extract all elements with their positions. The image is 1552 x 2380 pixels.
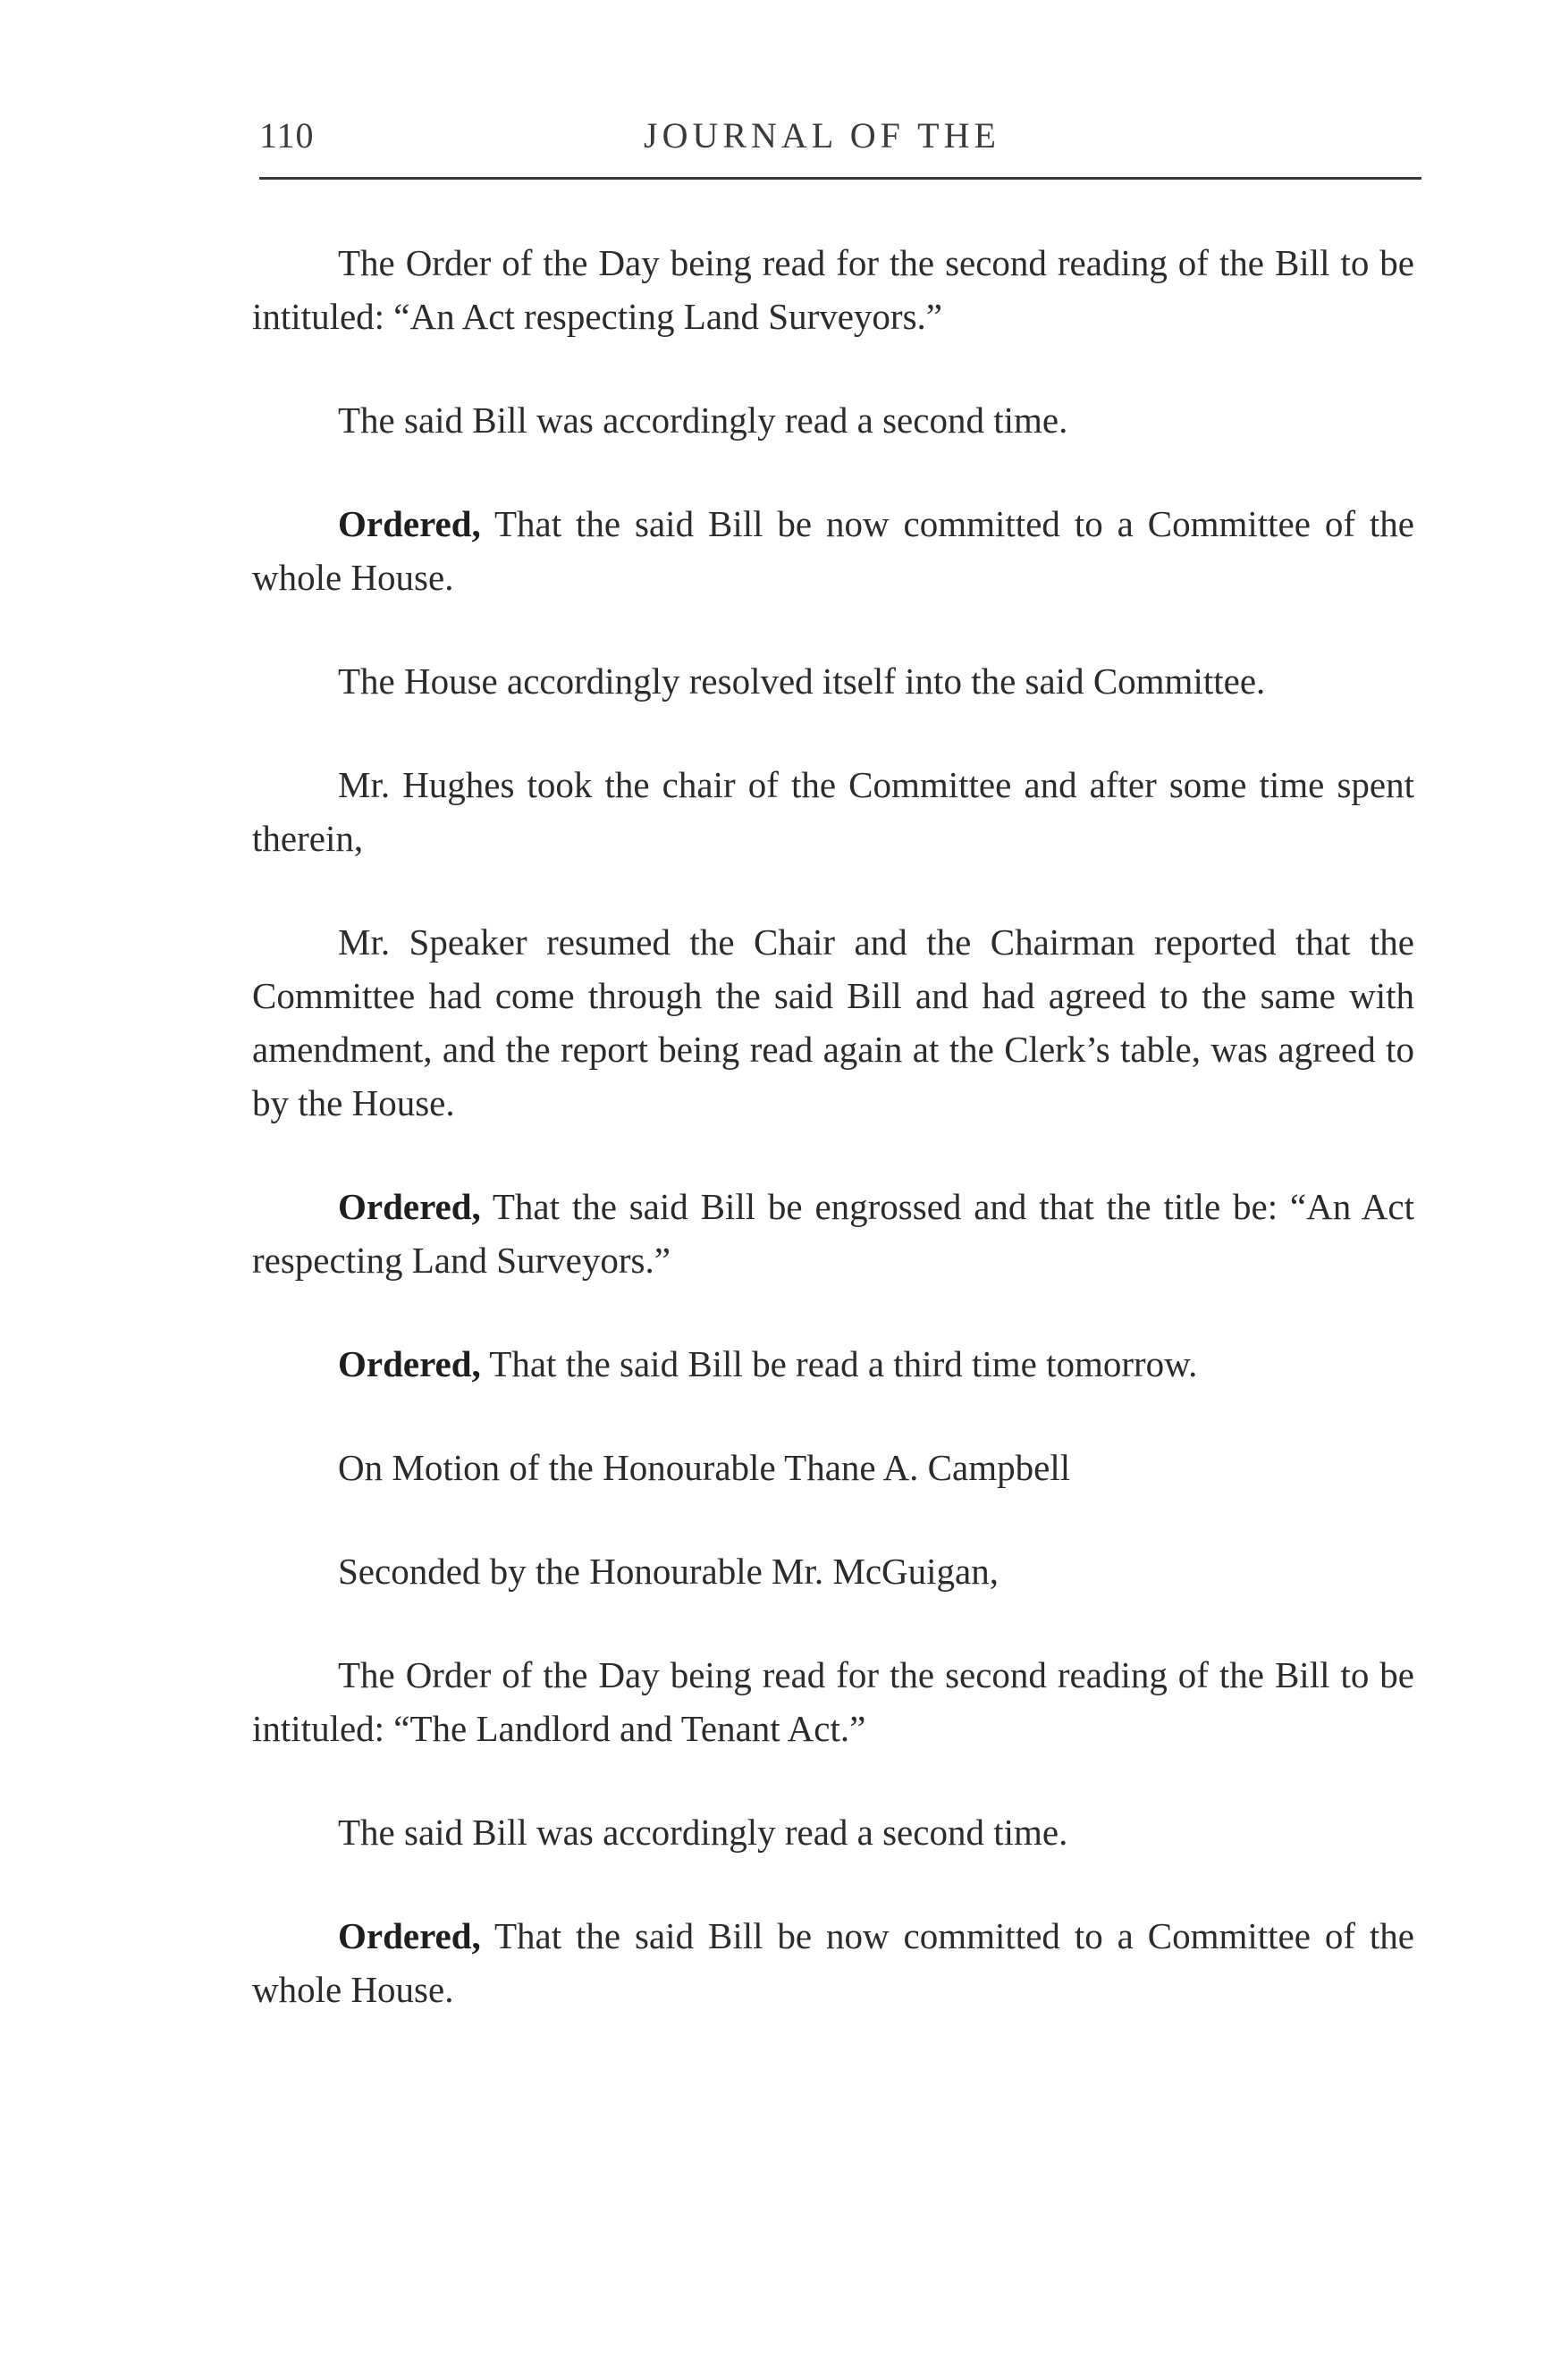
ordered-label: Ordered, [338, 1186, 481, 1227]
paragraph-speaker-resumed [252, 915, 1414, 1130]
paragraph-text: Seconded by the Honourable Mr. McGuigan, [338, 1551, 999, 1592]
paragraph-text: The Order of the Day being read for the second reading of the Bill to be intituled: “An Act respecting Land Surveyors.” [252, 242, 1414, 337]
paragraph-house-resolved [252, 654, 1414, 708]
paragraph-text: The Order of the Day being read for the second reading of the Bill to be intituled: “The Landlord and Tenant Act.” [252, 1654, 1414, 1749]
paragraph-ordered-engrossed [252, 1180, 1414, 1287]
paragraph-hughes-chair [252, 758, 1414, 865]
paragraph-text: Mr. Speaker resumed the Chair and the Chairman reported that the Committee had come through the said Bill and had agreed to the same with amendment, and the report being read again at the Clerk’s table, was agreed to by the House. [252, 921, 1414, 1123]
ordered-label: Ordered, [338, 503, 481, 544]
paragraph-text: That the said Bill be now committed to a Committee of the whole House. [252, 503, 1414, 598]
paragraph-order-of-day-land-surveyors [252, 236, 1414, 343]
ordered-label: Ordered, [338, 1343, 481, 1384]
paragraph-text: The House accordingly resolved itself into the said Committee. [338, 660, 1266, 702]
paragraph-ordered-committed-landlord [252, 1909, 1414, 2016]
running-head: JOURNAL OF THE [644, 115, 1000, 156]
paragraph-second-reading [252, 393, 1414, 447]
paragraph-ordered-third-reading [252, 1337, 1414, 1391]
paragraph-text: Mr. Hughes took the chair of the Committee and after some time spent therein, [252, 764, 1414, 859]
paragraph-ordered-committed [252, 497, 1414, 604]
paragraph-order-of-day-landlord-tenant [252, 1648, 1414, 1755]
paragraph-text: The said Bill was accordingly read a second time. [338, 1812, 1068, 1853]
paragraph-motion [252, 1441, 1414, 1494]
paragraph-text: On Motion of the Honourable Thane A. Campbell [338, 1447, 1071, 1488]
paragraph-second-reading-landlord [252, 1805, 1414, 1859]
paragraph-text: That the said Bill be now committed to a Committee of the whole House. [252, 1915, 1414, 2010]
paragraph-text: The said Bill was accordingly read a second time. [338, 399, 1068, 441]
ordered-label: Ordered, [338, 1915, 481, 1956]
header-rule [259, 177, 1421, 180]
page-number: 110 [259, 115, 315, 156]
paragraph-text: That the said Bill be read a third time tomorrow. [480, 1343, 1198, 1384]
paragraph-seconded [252, 1544, 1414, 1598]
paragraph-text: That the said Bill be engrossed and that the title be: “An Act respecting Land Surveyors.” [252, 1186, 1414, 1281]
page-header [259, 114, 1421, 177]
journal-body [252, 236, 1414, 2066]
